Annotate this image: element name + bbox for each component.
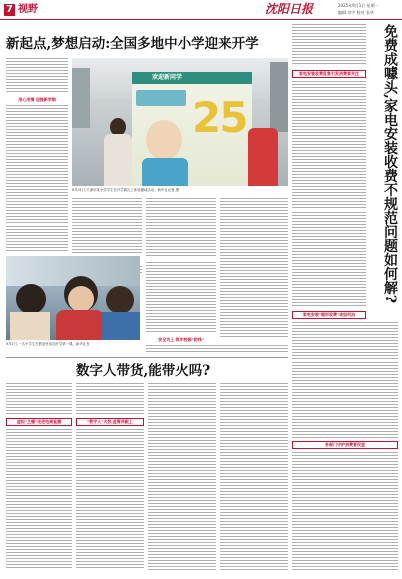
lead-body-text-3 xyxy=(6,226,68,253)
lead-body-text-5 xyxy=(146,198,216,256)
side-body-text-1 xyxy=(292,24,366,66)
side-body-text-4 xyxy=(292,322,398,360)
side-body-text-2 xyxy=(292,81,366,209)
issue-date: 2025年9月1日 星期一 xyxy=(338,3,379,8)
masthead-logo: 沈阳日报 xyxy=(265,2,314,16)
sign-text: 欢迎新同学 xyxy=(152,74,183,81)
lead-subhead-1: 用心用情 迎接新学期 xyxy=(18,97,56,102)
bottom-body-text-5 xyxy=(148,383,216,570)
bottom-headline: 数字人带货,能带火吗? xyxy=(76,363,211,379)
lead-headline: 新起点,梦想启动:全国多地中小学迎来开学 xyxy=(6,36,259,52)
page-number-badge: 7 xyxy=(4,4,15,16)
bottom-body-text-6 xyxy=(220,383,288,570)
side-subhead-1: 家电安装收费乱象引发消费者关注 xyxy=(292,70,366,78)
side-headline: 免费成噱头,家电安装收费不规范问题如何解? xyxy=(382,24,398,304)
side-body-text-5 xyxy=(292,362,398,438)
section-title: 视野 xyxy=(18,4,38,15)
lead-body-text-4 xyxy=(72,198,142,254)
editor-line: 编辑 刘宇 校对 张华 xyxy=(338,10,374,15)
classroom-photo xyxy=(6,256,140,340)
student-figure xyxy=(100,118,134,186)
lead-subhead-3: 安全为上 筑牢校园"防线" xyxy=(158,337,204,342)
bottom-body-text-3 xyxy=(76,383,144,415)
lead-photo-caption: 8月31日,天津市某小学学生在开学典礼上体验趣味活动。新华社记者 摄 xyxy=(72,188,179,192)
side-subhead-3: 多部门守护消费者权益 xyxy=(292,441,398,449)
lead-body-text-9 xyxy=(146,345,288,354)
page-header xyxy=(0,0,402,20)
bottom-body-text-1 xyxy=(6,383,72,415)
classroom-photo-caption: 9月1日,一名小学生在教室里参加开学第一课。新华社发 xyxy=(6,342,90,346)
section-divider xyxy=(6,357,288,358)
lead-body-text-6 xyxy=(220,198,288,338)
side-body-text-3 xyxy=(292,212,366,308)
school-sign-board: 欢迎新同学 25 xyxy=(132,72,252,186)
lead-body-text-2 xyxy=(6,105,68,223)
bottom-body-text-4 xyxy=(76,429,144,570)
bottom-subhead-2: "数字人"火热,监管须跟上 xyxy=(76,418,144,426)
lead-body-text-8 xyxy=(146,262,216,334)
side-body-text-6 xyxy=(292,452,398,570)
bottom-body-text-2 xyxy=(6,429,72,570)
bottom-subhead-1: 虚拟"主播"走进电商直播 xyxy=(6,418,72,426)
side-subhead-2: 家电安装"隐形收费"该如何治 xyxy=(292,311,366,319)
lead-body-text-1 xyxy=(6,58,68,94)
lead-photo xyxy=(72,58,288,186)
